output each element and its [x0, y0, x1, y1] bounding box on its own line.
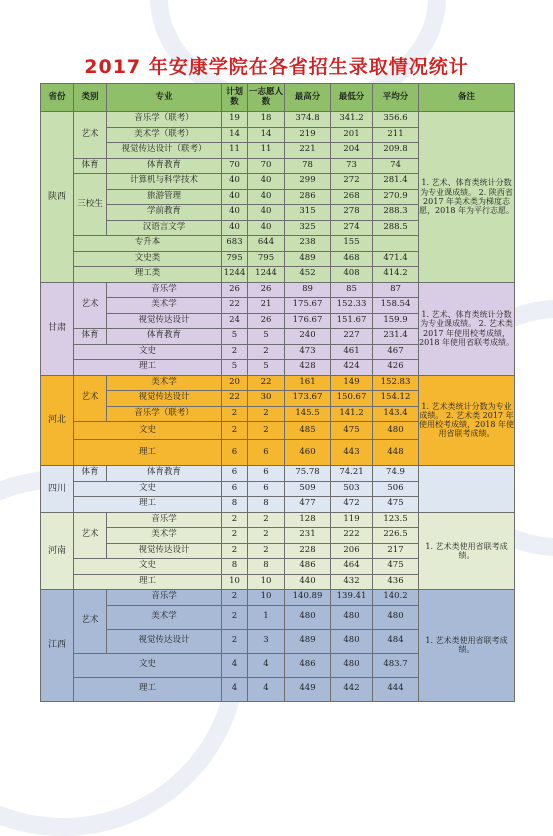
max-score-cell: 477	[285, 497, 331, 513]
avg-score-cell: 74.9	[373, 466, 419, 482]
max-score-cell: 485	[285, 422, 331, 440]
plan-cell: 5	[222, 329, 248, 345]
min-score-cell: 475	[331, 422, 373, 440]
max-score-cell: 374.8	[285, 112, 331, 128]
note-cell: 1. 艺术类使用省联考成绩。	[419, 590, 515, 702]
plan-cell: 24	[222, 313, 248, 329]
major-cell: 音乐学（联考）	[107, 112, 222, 128]
avg-score-cell: 483.7	[373, 653, 419, 677]
max-score-cell: 238	[285, 236, 331, 252]
max-score-cell: 452	[285, 267, 331, 283]
major-cell: 美术学（联考）	[107, 127, 222, 143]
first-choice-cell: 30	[248, 391, 285, 407]
min-score-cell: 278	[331, 205, 373, 221]
table-row	[41, 466, 515, 482]
avg-score-cell: 506	[373, 481, 419, 497]
avg-score-cell: 226.5	[373, 528, 419, 544]
min-score-cell: 204	[331, 143, 373, 159]
first-choice-cell: 40	[248, 189, 285, 205]
category-cell: 艺术	[74, 282, 107, 329]
major-cell: 理工	[74, 574, 222, 590]
avg-score-cell	[373, 236, 419, 252]
plan-cell: 2	[222, 605, 248, 629]
avg-score-cell: 143.4	[373, 406, 419, 422]
admission-stats-table	[40, 83, 515, 702]
plan-cell: 22	[222, 298, 248, 314]
first-choice-cell: 4	[248, 677, 285, 701]
note-cell	[419, 466, 515, 513]
max-score-cell: 509	[285, 481, 331, 497]
plan-cell: 11	[222, 143, 248, 159]
min-score-cell: 480	[331, 629, 373, 653]
plan-cell: 2	[222, 590, 248, 606]
first-choice-cell: 2	[248, 406, 285, 422]
plan-cell: 2	[222, 512, 248, 528]
plan-cell: 20	[222, 375, 248, 391]
max-score-cell: 440	[285, 574, 331, 590]
note-cell: 1. 艺术类统计分数为专业成绩。 2. 艺术类 2017 年使用校考成绩，2018 年使用省联考成绩。	[419, 375, 515, 466]
min-score-cell: 408	[331, 267, 373, 283]
first-choice-cell: 18	[248, 112, 285, 128]
min-score-cell: 222	[331, 528, 373, 544]
first-choice-cell: 10	[248, 590, 285, 606]
first-choice-cell: 40	[248, 220, 285, 236]
category-cell: 三校生	[74, 174, 107, 236]
max-score-cell: 173.67	[285, 391, 331, 407]
min-score-cell: 139.41	[331, 590, 373, 606]
max-score-cell: 145.5	[285, 406, 331, 422]
major-cell: 文史	[74, 422, 222, 440]
first-choice-cell: 5	[248, 329, 285, 345]
major-cell: 汉语言文学	[107, 220, 222, 236]
table-row	[41, 590, 515, 606]
min-score-cell: 272	[331, 174, 373, 190]
header-plan: 计划数	[222, 84, 248, 112]
first-choice-cell: 2	[248, 422, 285, 440]
plan-cell: 5	[222, 360, 248, 376]
max-score-cell: 161	[285, 375, 331, 391]
first-choice-cell: 40	[248, 174, 285, 190]
table-header-row	[41, 84, 515, 112]
province-group-gansu	[41, 282, 515, 375]
plan-cell: 40	[222, 220, 248, 236]
min-score-cell: 85	[331, 282, 373, 298]
avg-score-cell: 436	[373, 574, 419, 590]
min-score-cell: 151.67	[331, 313, 373, 329]
avg-score-cell: 475	[373, 497, 419, 513]
plan-cell: 4	[222, 677, 248, 701]
max-score-cell: 480	[285, 605, 331, 629]
avg-score-cell: 480	[373, 422, 419, 440]
first-choice-cell: 3	[248, 629, 285, 653]
major-cell: 文史	[74, 344, 222, 360]
category-cell: 艺术	[74, 590, 107, 654]
first-choice-cell: 644	[248, 236, 285, 252]
first-choice-cell: 70	[248, 158, 285, 174]
min-score-cell: 206	[331, 543, 373, 559]
max-score-cell: 175.67	[285, 298, 331, 314]
min-score-cell: 74.21	[331, 466, 373, 482]
min-score-cell: 464	[331, 559, 373, 575]
avg-score-cell: 158.54	[373, 298, 419, 314]
max-score-cell: 449	[285, 677, 331, 701]
header-category: 类别	[74, 84, 107, 112]
max-score-cell: 228	[285, 543, 331, 559]
province-cell: 陕西	[41, 112, 74, 283]
first-choice-cell: 4	[248, 653, 285, 677]
avg-score-cell: 231.4	[373, 329, 419, 345]
avg-score-cell: 471.4	[373, 251, 419, 267]
min-score-cell: 424	[331, 360, 373, 376]
min-score-cell: 119	[331, 512, 373, 528]
category-cell: 体育	[74, 466, 107, 482]
major-cell: 理工	[74, 440, 222, 466]
min-score-cell: 141.2	[331, 406, 373, 422]
plan-cell: 1244	[222, 267, 248, 283]
avg-score-cell: 467	[373, 344, 419, 360]
min-score-cell: 503	[331, 481, 373, 497]
header-province: 省份	[41, 84, 74, 112]
major-cell: 美术学	[107, 375, 222, 391]
max-score-cell: 489	[285, 251, 331, 267]
min-score-cell: 227	[331, 329, 373, 345]
avg-score-cell: 288.5	[373, 220, 419, 236]
max-score-cell: 315	[285, 205, 331, 221]
major-cell: 音乐学	[107, 282, 222, 298]
min-score-cell: 480	[331, 653, 373, 677]
max-score-cell: 299	[285, 174, 331, 190]
plan-cell: 6	[222, 440, 248, 466]
min-score-cell: 152.33	[331, 298, 373, 314]
major-cell: 体育教育	[107, 158, 222, 174]
category-cell: 体育	[74, 158, 107, 174]
header-max-score: 最高分	[285, 84, 331, 112]
max-score-cell: 489	[285, 629, 331, 653]
plan-cell: 70	[222, 158, 248, 174]
first-choice-cell: 26	[248, 282, 285, 298]
max-score-cell: 240	[285, 329, 331, 345]
plan-cell: 2	[222, 543, 248, 559]
major-cell: 美术学	[107, 528, 222, 544]
first-choice-cell: 1244	[248, 267, 285, 283]
major-cell: 视觉传达设计	[107, 313, 222, 329]
avg-score-cell: 217	[373, 543, 419, 559]
min-score-cell: 468	[331, 251, 373, 267]
major-cell: 理工	[74, 497, 222, 513]
max-score-cell: 78	[285, 158, 331, 174]
major-cell: 旅游管理	[107, 189, 222, 205]
major-cell: 专升本	[74, 236, 222, 252]
avg-score-cell: 288.3	[373, 205, 419, 221]
avg-score-cell: 444	[373, 677, 419, 701]
major-cell: 音乐学	[107, 590, 222, 606]
category-cell: 艺术	[74, 112, 107, 159]
province-cell: 江西	[41, 590, 74, 702]
major-cell: 体育教育	[107, 329, 222, 345]
plan-cell: 26	[222, 282, 248, 298]
province-group-shaanxi	[41, 112, 515, 283]
first-choice-cell: 40	[248, 205, 285, 221]
table-row	[41, 112, 515, 128]
max-score-cell: 325	[285, 220, 331, 236]
min-score-cell: 432	[331, 574, 373, 590]
major-cell: 理工类	[74, 267, 222, 283]
plan-cell: 6	[222, 466, 248, 482]
max-score-cell: 75.78	[285, 466, 331, 482]
first-choice-cell: 1	[248, 605, 285, 629]
plan-cell: 2	[222, 629, 248, 653]
plan-cell: 40	[222, 205, 248, 221]
major-cell: 文史	[74, 481, 222, 497]
note-cell: 1. 艺术类使用省联考成绩。	[419, 512, 515, 590]
category-cell: 艺术	[74, 375, 107, 422]
table-row	[41, 282, 515, 298]
major-cell: 视觉传达设计	[107, 391, 222, 407]
province-group-sichuan	[41, 466, 515, 513]
major-cell: 视觉传达设计	[107, 629, 222, 653]
major-cell: 体育教育	[107, 466, 222, 482]
first-choice-cell: 14	[248, 127, 285, 143]
max-score-cell: 231	[285, 528, 331, 544]
plan-cell: 14	[222, 127, 248, 143]
major-cell: 音乐学（联考）	[107, 406, 222, 422]
province-group-henan	[41, 512, 515, 590]
major-cell: 文史类	[74, 251, 222, 267]
province-group-hebei	[41, 375, 515, 466]
note-cell: 1. 艺术、体育类统计分数为专业课成绩。 2. 艺术类 2017 年使用校考成绩，2018 年使用省联考成绩。	[419, 282, 515, 375]
avg-score-cell: 154.12	[373, 391, 419, 407]
max-score-cell: 176.67	[285, 313, 331, 329]
plan-cell: 2	[222, 528, 248, 544]
province-cell: 四川	[41, 466, 74, 513]
first-choice-cell: 11	[248, 143, 285, 159]
avg-score-cell: 484	[373, 629, 419, 653]
first-choice-cell: 6	[248, 440, 285, 466]
table-row	[41, 375, 515, 391]
first-choice-cell: 795	[248, 251, 285, 267]
plan-cell: 2	[222, 422, 248, 440]
major-cell: 学前教育	[107, 205, 222, 221]
header-first-choice: 一志愿人数	[248, 84, 285, 112]
province-group-jiangxi	[41, 590, 515, 702]
avg-score-cell: 152.83	[373, 375, 419, 391]
min-score-cell: 274	[331, 220, 373, 236]
first-choice-cell: 6	[248, 481, 285, 497]
avg-score-cell: 475	[373, 559, 419, 575]
major-cell: 理工	[74, 677, 222, 701]
major-cell: 视觉传达设计（联考）	[107, 143, 222, 159]
plan-cell: 19	[222, 112, 248, 128]
first-choice-cell: 8	[248, 497, 285, 513]
max-score-cell: 89	[285, 282, 331, 298]
first-choice-cell: 6	[248, 466, 285, 482]
max-score-cell: 221	[285, 143, 331, 159]
major-cell: 理工	[74, 360, 222, 376]
min-score-cell: 443	[331, 440, 373, 466]
max-score-cell: 428	[285, 360, 331, 376]
category-cell: 体育	[74, 329, 107, 345]
avg-score-cell: 87	[373, 282, 419, 298]
min-score-cell: 480	[331, 605, 373, 629]
major-cell: 文史	[74, 559, 222, 575]
first-choice-cell: 5	[248, 360, 285, 376]
avg-score-cell: 270.9	[373, 189, 419, 205]
min-score-cell: 149	[331, 375, 373, 391]
plan-cell: 4	[222, 653, 248, 677]
province-cell: 甘肃	[41, 282, 74, 375]
min-score-cell: 461	[331, 344, 373, 360]
avg-score-cell: 480	[373, 605, 419, 629]
min-score-cell: 73	[331, 158, 373, 174]
avg-score-cell: 159.9	[373, 313, 419, 329]
first-choice-cell: 26	[248, 313, 285, 329]
plan-cell: 2	[222, 406, 248, 422]
first-choice-cell: 21	[248, 298, 285, 314]
avg-score-cell: 414.2	[373, 267, 419, 283]
plan-cell: 40	[222, 189, 248, 205]
header-min-score: 最低分	[331, 84, 373, 112]
first-choice-cell: 8	[248, 559, 285, 575]
plan-cell: 8	[222, 559, 248, 575]
plan-cell: 22	[222, 391, 248, 407]
avg-score-cell: 356.6	[373, 112, 419, 128]
major-cell: 视觉传达设计	[107, 543, 222, 559]
header-major: 专业	[107, 84, 222, 112]
plan-cell: 10	[222, 574, 248, 590]
table-row	[41, 512, 515, 528]
category-cell: 艺术	[74, 512, 107, 559]
major-cell: 美术学	[107, 605, 222, 629]
avg-score-cell: 448	[373, 440, 419, 466]
major-cell: 音乐学	[107, 512, 222, 528]
avg-score-cell: 74	[373, 158, 419, 174]
max-score-cell: 219	[285, 127, 331, 143]
first-choice-cell: 2	[248, 512, 285, 528]
header-avg-score: 平均分	[373, 84, 419, 112]
major-cell: 计算机与科学技术	[107, 174, 222, 190]
first-choice-cell: 2	[248, 543, 285, 559]
first-choice-cell: 10	[248, 574, 285, 590]
major-cell: 美术学	[107, 298, 222, 314]
avg-score-cell: 426	[373, 360, 419, 376]
major-cell: 文史	[74, 653, 222, 677]
first-choice-cell: 22	[248, 375, 285, 391]
max-score-cell: 128	[285, 512, 331, 528]
min-score-cell: 150.67	[331, 391, 373, 407]
plan-cell: 795	[222, 251, 248, 267]
plan-cell: 6	[222, 481, 248, 497]
min-score-cell: 442	[331, 677, 373, 701]
min-score-cell: 268	[331, 189, 373, 205]
avg-score-cell: 140.2	[373, 590, 419, 606]
first-choice-cell: 2	[248, 344, 285, 360]
avg-score-cell: 281.4	[373, 174, 419, 190]
max-score-cell: 473	[285, 344, 331, 360]
first-choice-cell: 2	[248, 528, 285, 544]
plan-cell: 2	[222, 344, 248, 360]
max-score-cell: 140.89	[285, 590, 331, 606]
page-title: 2017 年安康学院在各省招生录取情况统计	[84, 56, 469, 78]
avg-score-cell: 211	[373, 127, 419, 143]
min-score-cell: 155	[331, 236, 373, 252]
max-score-cell: 486	[285, 653, 331, 677]
min-score-cell: 472	[331, 497, 373, 513]
avg-score-cell: 209.8	[373, 143, 419, 159]
max-score-cell: 460	[285, 440, 331, 466]
province-cell: 河南	[41, 512, 74, 590]
plan-cell: 8	[222, 497, 248, 513]
min-score-cell: 201	[331, 127, 373, 143]
note-cell: 1. 艺术、体育类统计分数为专业课成绩。 2. 陕西省 2017 年美术类为梯度志愿，2018 年为平行志愿。	[419, 112, 515, 283]
province-cell: 河北	[41, 375, 74, 466]
avg-score-cell: 123.5	[373, 512, 419, 528]
min-score-cell: 341.2	[331, 112, 373, 128]
max-score-cell: 486	[285, 559, 331, 575]
header-note: 备注	[419, 84, 515, 112]
max-score-cell: 286	[285, 189, 331, 205]
plan-cell: 40	[222, 174, 248, 190]
plan-cell: 683	[222, 236, 248, 252]
